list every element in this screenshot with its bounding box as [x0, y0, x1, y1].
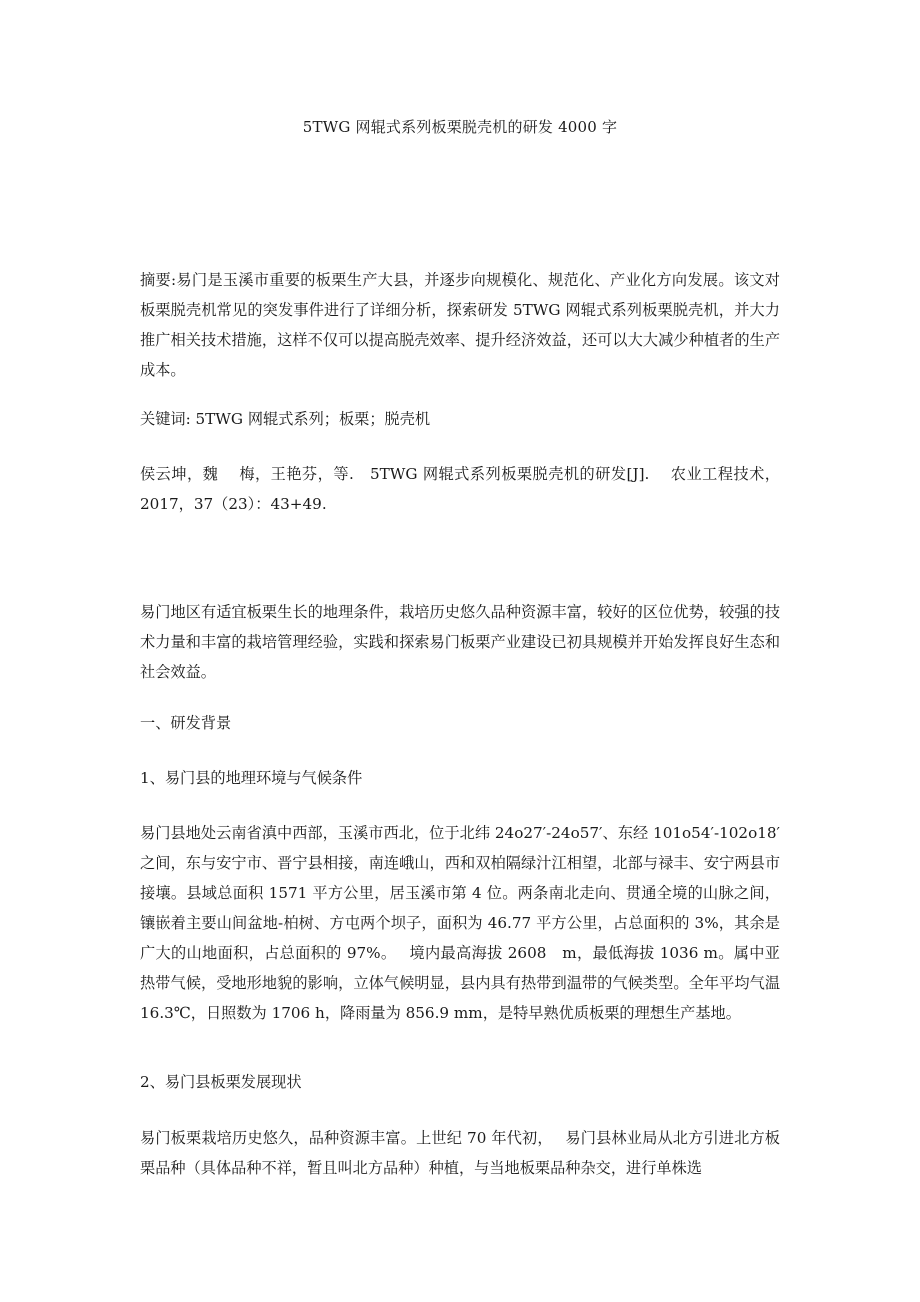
geography-paragraph: 易门县地处云南省滇中西部，玉溪市西北，位于北纬 24o27′-24o57′、东经 101o54′-102o18′之间，东与安宁市、晋宁县相接，南连峨山，西和双柏隔绿汁江相望，北部与禄丰、安宁两县市接壤。县域总面积 1571 平方公里，居玉溪市第 4 位。两条南北走向、贯通全境的山脉之间，镶嵌着主要山间盆地-柏树、方屯两个坝子，面积为 46.77 平方公里，占总面积的 3%，其余是广大的山地面积，占总面积的 97%。 境内最高海拔 2608 m，最低海拔 1036 m。属中亚热带气候，受地形地貌的影响，立体气候明显，县内具有热带到温带的气候类型。全年平均气温 16.3℃，日照数为 1706 h，降雨量为 856.9 mm，是特早熟优质板栗的理想生产基地。 [140, 824, 780, 1022]
abstract-paragraph: 摘要:易门是玉溪市重要的板栗生产大县，并逐步向规模化、规范化、产业化方向发展。该文对板栗脱壳机常见的突发事件进行了详细分析，探索研发 5TWG 网辊式系列板栗脱壳机，并大力推广相关技术措施，这样不仅可以提高脱壳效率、提升经济效益，还可以大大减少种植者的生产成本。 [140, 271, 780, 379]
intro-paragraph: 易门地区有适宜板栗生长的地理条件，栽培历史悠久品种资源丰富，较好的区位优势，较强的技术力量和丰富的栽培管理经验，实践和探索易门板栗产业建设已初具规模并开始发挥良好生态和社会效益。 [140, 603, 780, 681]
citation-paragraph: 侯云坤，魏 梅，王艳芬，等. 5TWG 网辊式系列板栗脱壳机的研发[J]. 农业工程技术，2017，37（23）：43+49. [140, 465, 780, 513]
keywords-line: 关键词: 5TWG 网辊式系列；板栗；脱壳机 [140, 410, 431, 428]
subsection-heading-status: 2、易门县板栗发展现状 [140, 1073, 302, 1091]
document-title: 5TWG 网辊式系列板栗脱壳机的研发 4000 字 [302, 118, 618, 136]
status-paragraph: 易门板栗栽培历史悠久，品种资源丰富。上世纪 70 年代初， 易门县林业局从北方引进北方板栗品种（具体品种不祥，暂且叫北方品种）种植，与当地板栗品种杂交，进行单株选 [140, 1129, 780, 1177]
section-heading-background: 一、研发背景 [140, 714, 232, 732]
subsection-heading-geography: 1、易门县的地理环境与气候条件 [140, 769, 363, 787]
